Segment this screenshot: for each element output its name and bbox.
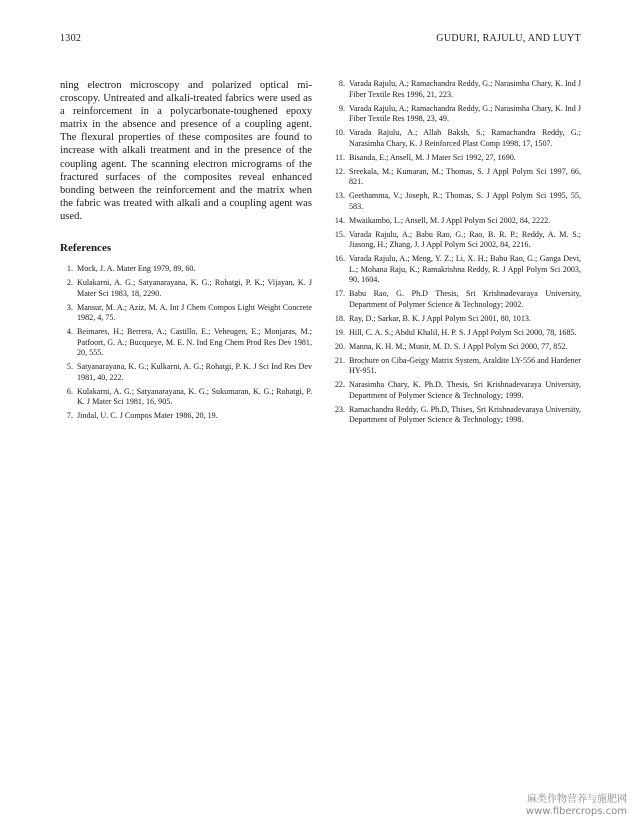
- watermark-line-1: 麻类作物营养与施肥网: [527, 794, 627, 805]
- reference-text: Ramachandra Reddy, G. Ph.D, Thises, Sri Krishnadevaraya University, Department of Polymer Science & Technology; 1998.: [349, 404, 581, 424]
- reference-item: [60, 264, 312, 275]
- reference-number: 20.: [334, 341, 345, 351]
- reference-item: [60, 327, 312, 359]
- reference-text: Hill, C. A. S.; Abdul Khalil, H. P. S. J Appl Polym Sci 2000, 78, 1685.: [349, 327, 577, 337]
- reference-text: Varada Rajulu, A.; Ramachandra Reddy, G.; Narasimha Chary, K. Ind J Fiber Textile Res 1998, 23, 49.: [349, 103, 581, 123]
- reference-item: [331, 128, 581, 149]
- reference-item: [331, 167, 581, 188]
- reference-item: [60, 387, 312, 408]
- reference-item: [331, 328, 581, 339]
- reference-item: [331, 289, 581, 310]
- reference-number: 10.: [334, 128, 345, 137]
- reference-text: Varada Rajulu, A.; Allah Baksh, S.; Ramachandra Reddy, G.; Narasimha Chary, K. J Reinforced Plast Comp 1998, 17, 1507.: [349, 128, 581, 148]
- reference-number: 13.: [334, 191, 345, 200]
- reference-number: 7.: [66, 411, 73, 421]
- reference-item: [331, 314, 581, 325]
- right-column: [331, 79, 581, 429]
- left-column: [60, 79, 312, 425]
- reference-item: [331, 405, 581, 426]
- reference-text: Ray, D.; Sarkar, B. K. J Appl Polym Sci 2001, 80, 1013.: [349, 313, 531, 323]
- reference-text: Brochure on Ciba-Geigy Matrix System, Araldite LY-556 and Hardener HY-951.: [349, 355, 581, 375]
- reference-item: [331, 380, 581, 401]
- reference-text: Beimares, H.; Berrera, A.; Castillo, E.; Veheugen, E.; Monjaras, M.; Patfoort, G. A.; Bucqueye, M. E. N. Ind Eng Chem Prod Res Dev 1981, 20, 555.: [77, 327, 312, 358]
- reference-number: 23.: [334, 404, 345, 414]
- reference-number: 3.: [66, 302, 73, 312]
- watermark-line-2: www.fibercrops.com: [525, 806, 627, 817]
- reference-text: Bisanda, E.; Ansell, M. J Mater Sci 1992, 27, 1690.: [349, 152, 516, 162]
- reference-text: Varada Rajulu, A.; Meng, Y. Z.; Li, X. H.; Babu Rao, G.; Ganga Devi, L.; Mohana Raju, K.; Ramakrishna Reddy, R. J Appl Polym Sci 2003, 90, 1604.: [349, 254, 581, 284]
- reference-text: Manna, K. H. M.; Munir, M. D. S. J Appl Polym Sci 2000, 77, 852.: [349, 341, 568, 351]
- reference-number: 8.: [338, 79, 345, 88]
- reference-item: [331, 230, 581, 251]
- reference-number: 16.: [334, 254, 345, 263]
- reference-number: 4.: [66, 327, 73, 337]
- reference-number: 2.: [66, 278, 73, 288]
- reference-text: Kulakarni, A. G.; Satyanarayana, K. G.; Sukumaran, K. G.; Rohatgi, P. K. J Mater Sci 1981, 16, 905.: [77, 386, 312, 407]
- reference-item: [60, 278, 312, 299]
- reference-text: Sreekala, M.; Kumaran, M.; Thomas, S. J Appl Polym Sci 1997, 66, 821.: [349, 166, 581, 186]
- reference-number: 21.: [334, 355, 345, 365]
- reference-number: 14.: [334, 215, 345, 225]
- reference-number: 18.: [334, 313, 345, 323]
- running-head-authors: GUDURI, RAJULU, AND LUYT: [436, 33, 581, 44]
- reference-item: [331, 153, 581, 164]
- reference-item: [60, 303, 312, 324]
- reference-text: Kulakarni, A. G.; Satyanarayana, K. G.; Rohatgi, P. K.; Vijayan, K. J Mater Sci 1983, 18, 2290.: [77, 278, 312, 298]
- reference-text: Mansur, M. A.; Aziz, M. A. Int J Chem Compos Light Weight Concrete 1982, 4, 75.: [77, 302, 312, 323]
- reference-item: [331, 216, 581, 227]
- reference-item: [60, 411, 312, 422]
- reference-item: [331, 356, 581, 377]
- references-list-left: [60, 264, 312, 422]
- reference-number: 12.: [334, 166, 345, 176]
- reference-text: Varada Rajulu, A.; Ramachandra Reddy, G.; Narasimha Chary, K. Ind J Fiber Textile Res 1996, 21, 223.: [349, 79, 581, 99]
- reference-item: [331, 342, 581, 353]
- reference-number: 1.: [66, 264, 73, 274]
- reference-text: Babu Rao, G. Ph.D Thesis, Sri Krishnadevaraya University, Department of Polymer Science & Technology; 2002.: [349, 289, 581, 309]
- reference-text: Jindal, U. C. J Compos Mater 1986, 20, 19.: [77, 411, 218, 421]
- reference-number: 5.: [66, 362, 73, 372]
- reference-text: Geethamma, V.; Joseph, R.; Thomas, S. J Appl Polym Sci 1995, 55, 583.: [349, 191, 581, 211]
- reference-text: Mwaikambo, L.; Ansell, M. J Appl Polym Sci 2002, 84, 2222.: [349, 215, 551, 225]
- page-number: 1302: [60, 33, 82, 44]
- reference-text: Mock, J. A. Mater Eng 1979, 89, 60.: [77, 264, 196, 274]
- reference-number: 15.: [334, 229, 345, 239]
- watermark: [526, 794, 627, 818]
- reference-item: [331, 254, 581, 286]
- reference-number: 22.: [334, 380, 345, 389]
- references-list-right: [331, 79, 581, 426]
- reference-text: Narasimha Chary, K. Ph.D. Thesis, Sri Krishnadevaraya University, Department of Polymer Science & Technology; 1999.: [349, 380, 581, 400]
- reference-number: 6.: [66, 386, 73, 396]
- reference-item: [331, 79, 581, 100]
- page-header: [60, 33, 581, 47]
- reference-number: 17.: [334, 289, 345, 298]
- reference-text: Varada Rajulu, A.; Babu Rao, G.; Rao, B. R. P.; Reddy, A. M. S.; Jiasong, H.; Zhang, J. J Appl Polym Sci 2002, 84, 2216.: [349, 229, 581, 249]
- reference-text: Satyanarayana, K. G.; Kulkarni, A. G.; Rohatgi, P. K. J Sci Ind Res Dev 1981, 40, 222.: [77, 362, 312, 382]
- body-paragraph: ning electron microscopy and polarized optical microscopy. Untreated and alkali-treated fabrics were used as a reinforcement in a polycarbonate-toughened epoxy matrix in the absence and presence of a coupling agent. The flexural properties of these composites are found to increase with alkali treatment and in the presence of the coupling agent. The scanning electron micrograms of the fractured surfaces of the composites reveal enhanced bonding between the reinforcement and the matrix when the fabric was treated with alkali and a coupling agent was used.: [60, 80, 312, 222]
- reference-item: [331, 104, 581, 125]
- reference-number: 11.: [335, 152, 345, 162]
- reference-item: [331, 191, 581, 212]
- reference-item: [60, 362, 312, 383]
- reference-number: 19.: [334, 327, 345, 337]
- references-heading: References: [60, 242, 112, 255]
- reference-number: 9.: [338, 103, 345, 113]
